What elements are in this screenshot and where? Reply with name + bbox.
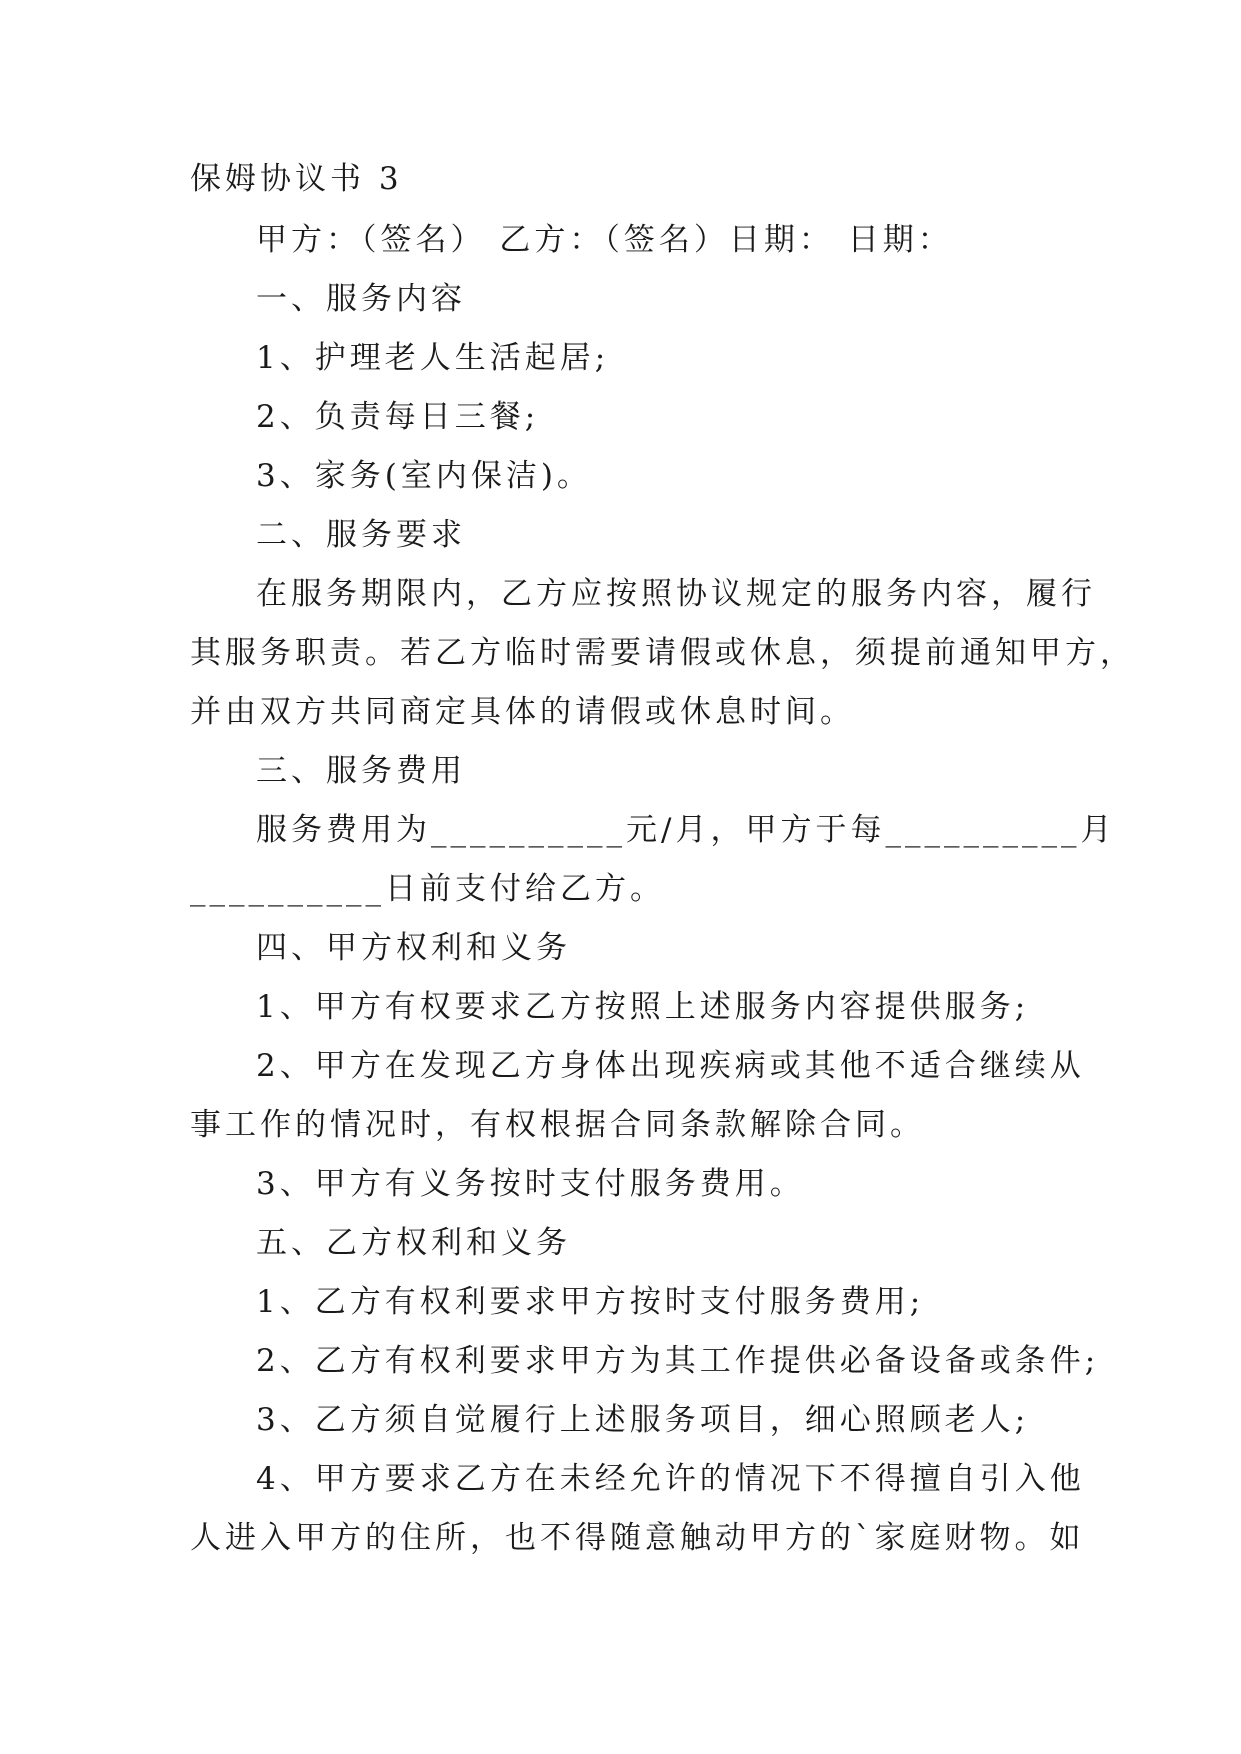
paragraph-line: 在服务期限内，乙方应按照协议规定的服务内容，履行 (256, 576, 1096, 612)
paragraph-line: 1、乙方有权利要求甲方按时支付服务费用; (256, 1284, 925, 1320)
paragraph-line: 2、甲方在发现乙方身体出现疾病或其他不适合继续从 (256, 1048, 1085, 1084)
paragraph-line: 1、甲方有权要求乙方按照上述服务内容提供服务; (256, 989, 1030, 1025)
paragraph-line: 3、家务(室内保洁)。 (256, 458, 592, 494)
paragraph-line: 3、乙方须自觉履行上述服务项目，细心照顾老人; (256, 1402, 1030, 1438)
section-heading: 四、甲方权利和义务 (256, 930, 571, 966)
paragraph-line: 其服务职责。若乙方临时需要请假或休息，须提前通知甲方， (190, 635, 1135, 671)
paragraph-line: 2、负责每日三餐; (256, 399, 540, 435)
section-heading: 一、服务内容 (256, 281, 466, 317)
paragraph-line: __________日前支付给乙方。 (190, 871, 665, 907)
paragraph-line: 并由双方共同商定具体的请假或休息时间。 (190, 694, 855, 730)
paragraph-line: 2、乙方有权利要求甲方为其工作提供必备设备或条件; (256, 1343, 1100, 1379)
section-heading: 五、乙方权利和义务 (256, 1225, 571, 1261)
paragraph-line: 人进入甲方的住所，也不得随意触动甲方的`家庭财物。如 (190, 1520, 1085, 1556)
section-heading: 二、服务要求 (256, 517, 466, 553)
paragraph-line: 服务费用为__________元/月，甲方于每__________月 (256, 812, 1116, 848)
document-title: 保姆协议书 3 (190, 161, 403, 197)
signature-line: 甲方：（签名） 乙方：（签名）日期： 日期： (256, 222, 953, 258)
section-heading: 三、服务费用 (256, 753, 466, 789)
paragraph-line: 3、甲方有义务按时支付服务费用。 (256, 1166, 805, 1202)
paragraph-line: 事工作的情况时，有权根据合同条款解除合同。 (190, 1107, 925, 1143)
paragraph-line: 4、甲方要求乙方在未经允许的情况下不得擅自引入他 (256, 1461, 1085, 1497)
paragraph-line: 1、护理老人生活起居; (256, 340, 610, 376)
